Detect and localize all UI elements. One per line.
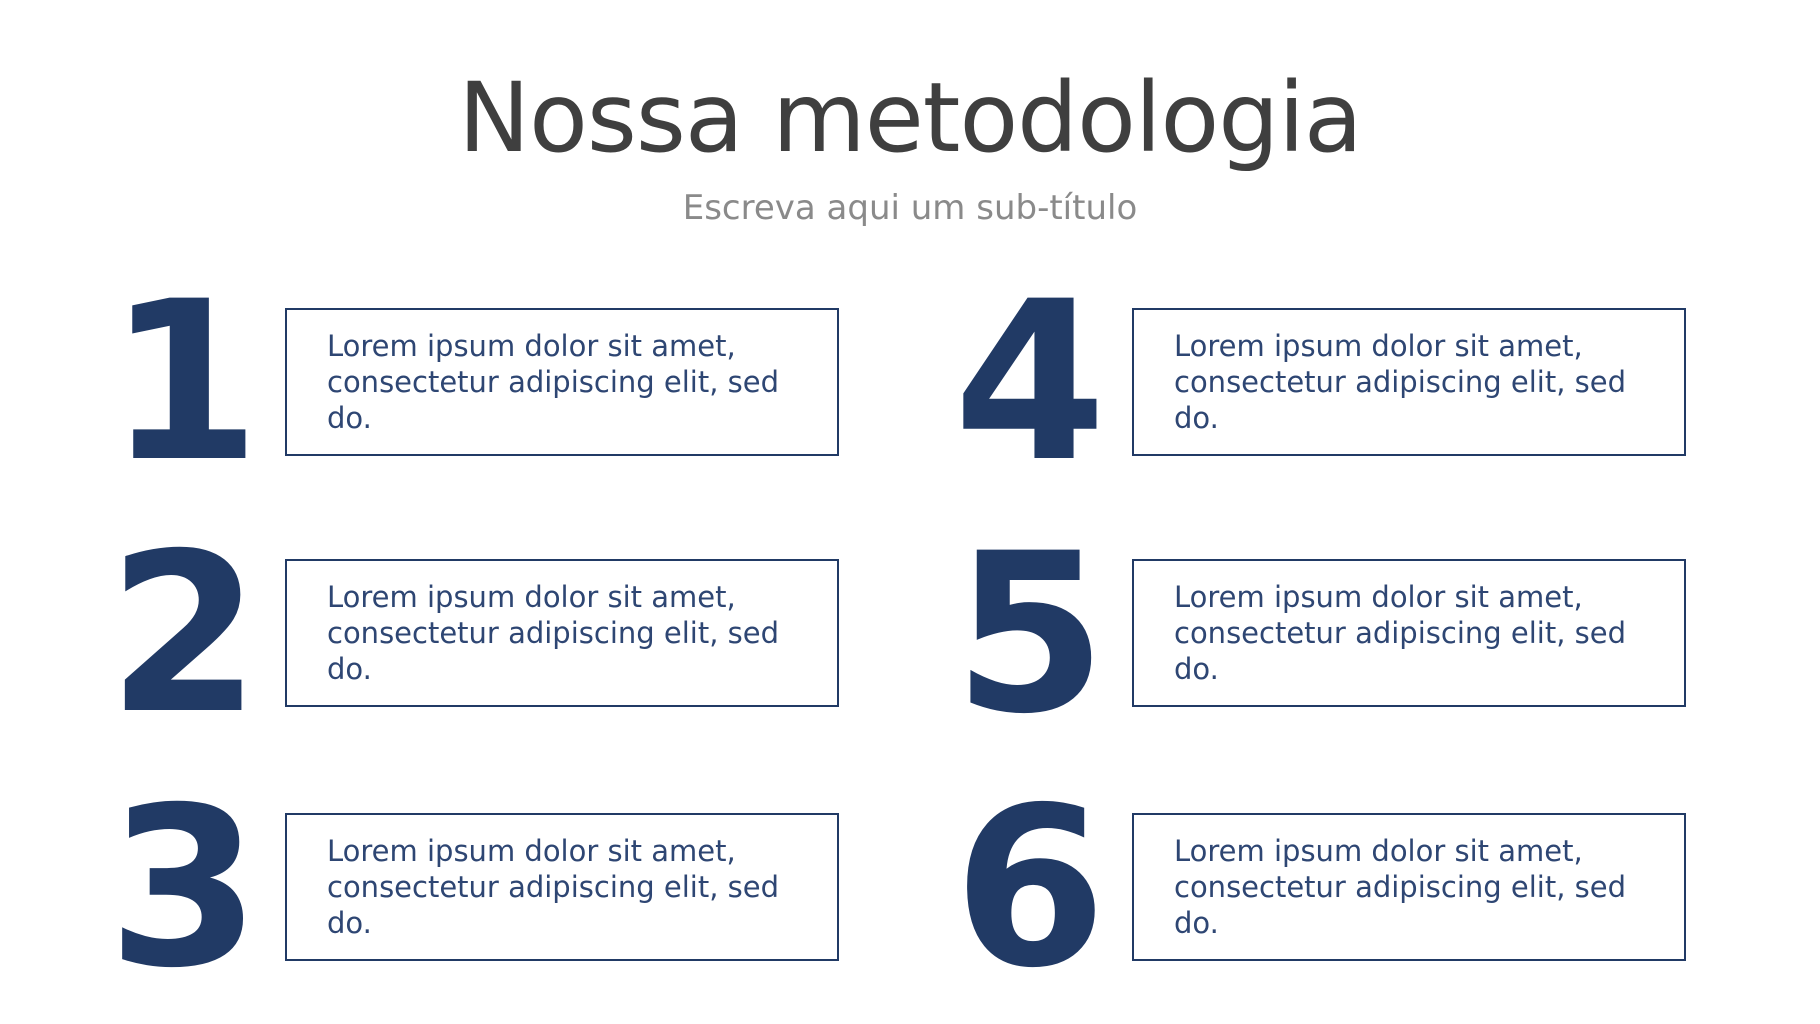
step-number-5: 5 [953, 506, 1107, 762]
step-box-5 [1132, 559, 1686, 707]
step-number-4: 4 [953, 254, 1107, 510]
step-number-3: 3 [107, 760, 261, 1016]
step-box-1 [285, 308, 839, 456]
slide-subtitle: Escreva aqui um sub-título [682, 188, 1138, 228]
step-text-1: Lorem ipsum dolor sit amet, consectetur adipiscing elit, sed do. [327, 329, 780, 435]
step-box-3 [285, 813, 839, 961]
step-number-2: 2 [107, 506, 261, 762]
step-text-2: Lorem ipsum dolor sit amet, consectetur adipiscing elit, sed do. [327, 580, 780, 686]
step-text-5: Lorem ipsum dolor sit amet, consectetur adipiscing elit, sed do. [1174, 580, 1627, 686]
step-text-6: Lorem ipsum dolor sit amet, consectetur adipiscing elit, sed do. [1174, 834, 1627, 940]
step-box-2 [285, 559, 839, 707]
step-box-6 [1132, 813, 1686, 961]
step-text-3: Lorem ipsum dolor sit amet, consectetur adipiscing elit, sed do. [327, 834, 780, 940]
step-number-6: 6 [953, 760, 1107, 1016]
step-text-4: Lorem ipsum dolor sit amet, consectetur adipiscing elit, sed do. [1174, 329, 1627, 435]
slide-title: Nossa metodologia [458, 62, 1362, 174]
step-box-4 [1132, 308, 1686, 456]
step-number-1: 1 [107, 254, 261, 510]
